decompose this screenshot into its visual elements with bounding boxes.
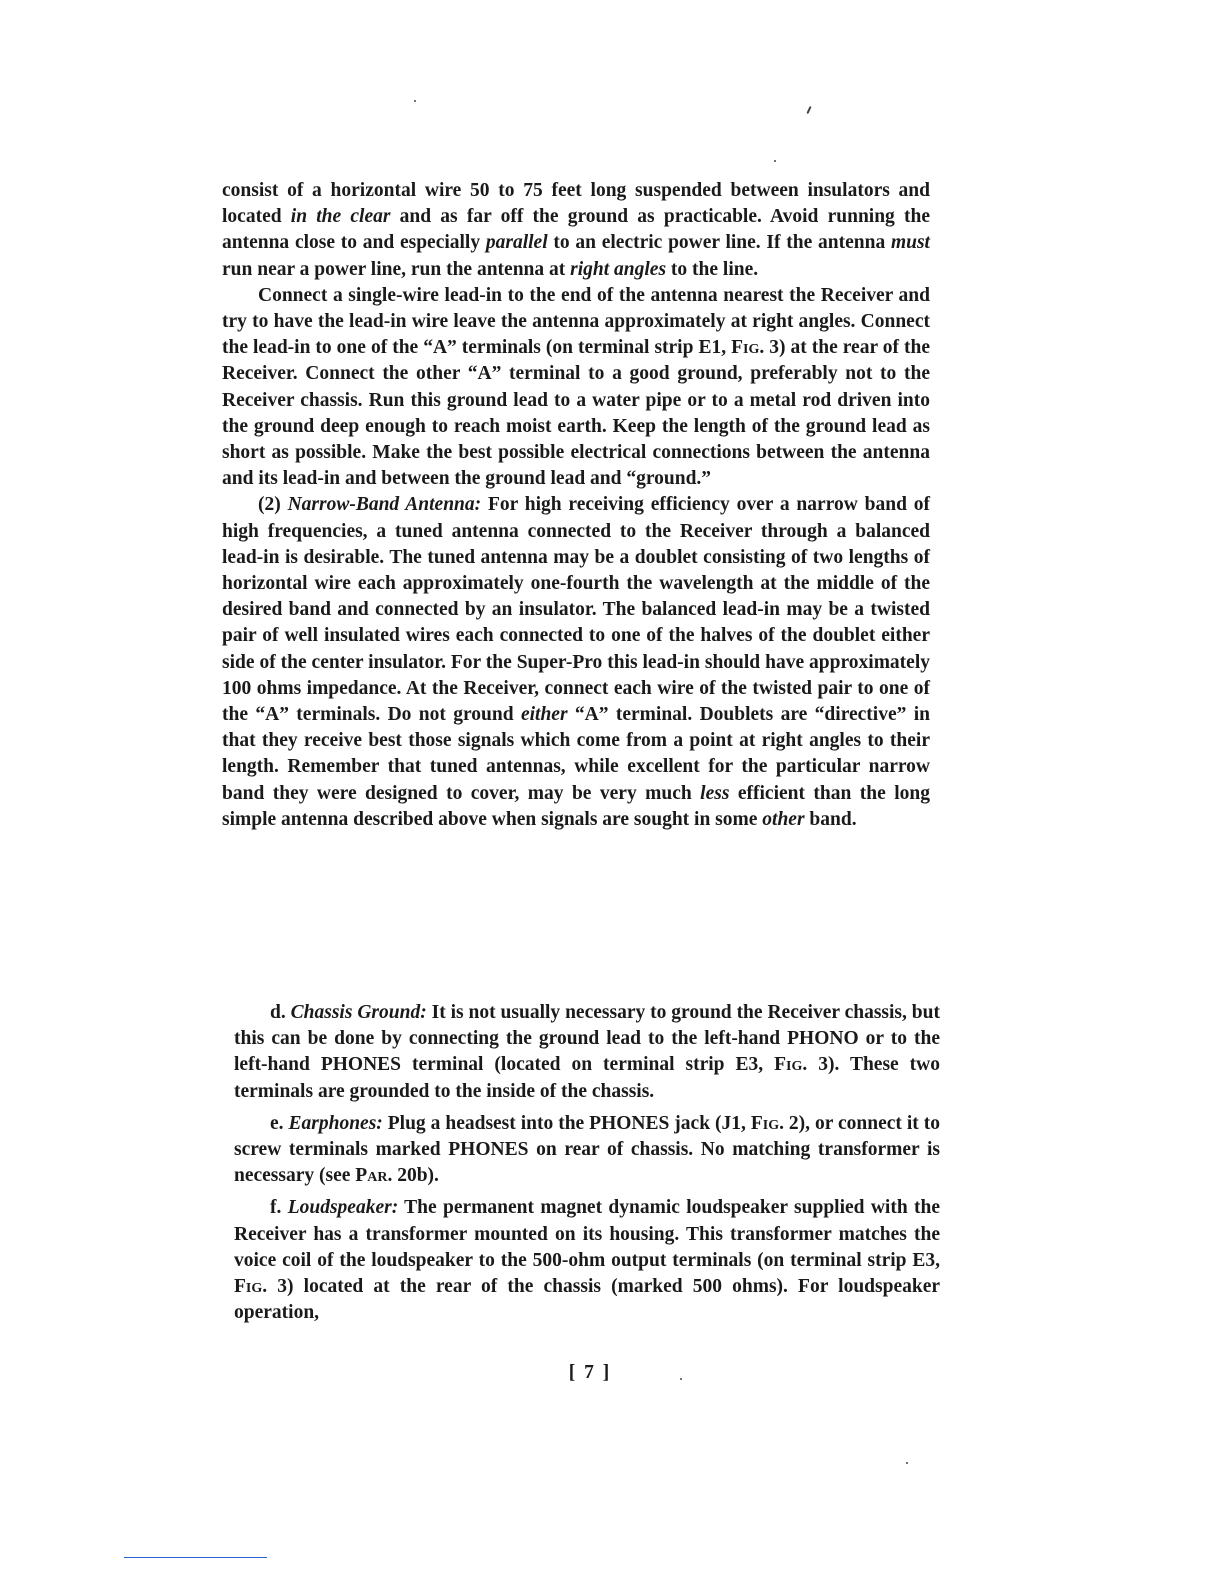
text-run: e. (270, 1112, 289, 1134)
text-run: . 20b). (387, 1165, 439, 1187)
small-caps-run: Fig (731, 337, 760, 359)
italic-run: must (890, 232, 930, 254)
small-caps-run: Fig (234, 1276, 263, 1298)
italic-run: Narrow-Band Antenna: (287, 494, 482, 516)
text-run: . 3). These two terminals are grounded to the inside of the chassis. (234, 1054, 940, 1102)
italic-run: in the clear (290, 206, 391, 228)
italic-run: either (520, 704, 568, 726)
text-run: For high receiving efficiency over a narrow band of high frequencies, a tuned antenna connected to the Receiver through a balanced lead-in is desirable. The tuned antenna may be a doublet consisting of two lengths of horizontal wire each approximately one-fourth the wavelength at the middle of the desired band and connected by an insulator. The balanced lead-in may be a twisted pair of well insulated wires each connected to one of the halves of the doublet either side of the center insulator. For the Super-Pro this lead-in should have approximately 100 ohms impedance. At the Receiver, connect each wire of the twisted pair to one of the “A” terminals. Do not ground (222, 494, 930, 726)
italic-run: right angles (570, 258, 667, 280)
text-run: It is not usually necessary to ground the Receiver chassis, but this can be done by connecting the ground lead to the left-hand PHONO or to the left-hand PHONES terminal (located on terminal strip E3, (234, 1002, 940, 1076)
scan-speck (414, 100, 416, 102)
italic-run: Chassis Ground: (290, 1002, 427, 1023)
text-run: The permanent magnet dynamic loudspeaker supplied with the Receiver has a transformer mounted on its housing. This transformer matches the voice coil of the loudspeaker to the 500-ohm output terminals (on terminal strip E3, (234, 1197, 940, 1271)
text-run: Connect a single-wire lead-in to the end of the antenna nearest the Receiver and try to have the lead-in wire leave the antenna approximately at right angles. Connect the lead-in to one of the “A” terminals (on terminal strip E1, (222, 284, 930, 359)
small-caps-run: Fig (774, 1054, 803, 1076)
scan-speck (680, 1378, 682, 1380)
text-run: band. (804, 808, 857, 830)
scan-speck (906, 1462, 908, 1464)
text-run: d. (270, 1002, 291, 1023)
footnote-rule (124, 1557, 267, 1558)
body-text-lower (234, 1000, 940, 1326)
text-run: Plug a headsest into the PHONES jack (J1, (382, 1112, 751, 1134)
paragraph-loudspeaker (234, 1195, 940, 1326)
italic-run: Earphones: (288, 1112, 383, 1134)
text-run: consist of a horizontal wire 50 to 75 feet long suspended between insulators and located (222, 180, 930, 228)
text-run: to the line. (666, 258, 759, 280)
page-number: [ 7 ] (568, 1362, 612, 1383)
text-run: efficient than the long simple antenna described above when signals are sought in some (222, 782, 930, 830)
small-caps-run: Fig (750, 1112, 780, 1134)
text-run: f. (270, 1197, 288, 1219)
scan-speck (806, 106, 811, 114)
body-text-upper (222, 178, 930, 833)
paragraph-chassis-ground (234, 1000, 940, 1105)
text-run: . 3) located at the rear of the chassis (marked 500 ohms). For loudspeaker operation, (234, 1276, 940, 1324)
paragraph-earphones (234, 1111, 940, 1190)
text-run: to an electric power line. If the antenna (547, 232, 891, 254)
text-run: . 3) at the rear of the Receiver. Connect the other “A” terminal to a good ground, preferably not to the Receiver chassis. Run this ground lead to a water pipe or to a metal rod driven into the ground deep enough to reach moist earth. Keep the length of the ground lead as short as possible. Make the best possible electrical connections between the antenna and its lead-in and between the ground lead and “ground.” (222, 337, 930, 490)
paragraph-lead-in (222, 283, 930, 493)
small-caps-run: Par (355, 1165, 388, 1187)
italic-run: parallel (485, 232, 548, 254)
text-run: and as far off the ground as practicable. Avoid running the antenna close to and especially (222, 206, 931, 254)
text-run: (2) (258, 494, 288, 516)
italic-run: other (762, 808, 805, 830)
text-run: “A” terminal. Doublets are “directive” in that they receive best those signals which come from a point at right angles to their length. Remember that tuned antennas, while excellent for the particular narrow band they were designed to cover, may be very much (222, 704, 930, 804)
text-run: run near a power line, run the antenna at (222, 258, 571, 280)
scan-speck (774, 160, 776, 162)
italic-run: Loudspeaker: (287, 1197, 399, 1219)
paragraph-narrow-band (222, 492, 930, 833)
text-run: . 2), or connect it to screw terminals marked PHONES on rear of chassis. No matching transformer is necessary (see (234, 1112, 941, 1187)
paragraph-antenna-cont (222, 178, 930, 283)
italic-run: less (700, 782, 730, 804)
